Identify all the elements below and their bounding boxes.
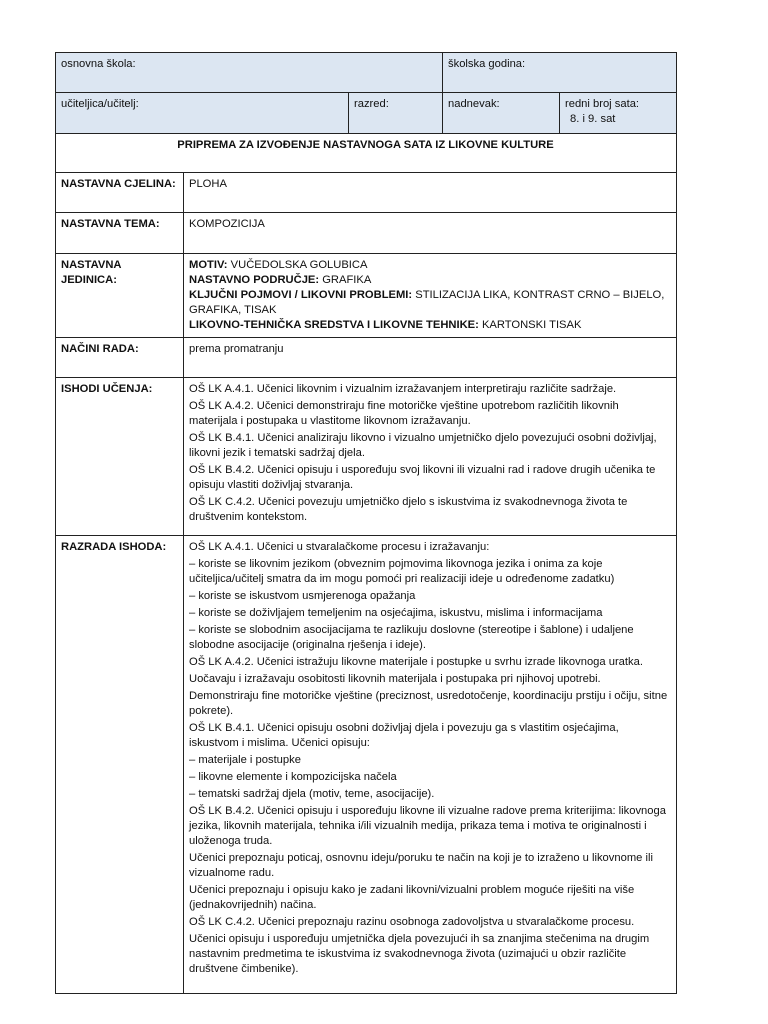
jedinica-value bbox=[184, 254, 677, 338]
ishod-line: OŠ LK B.4.2. Učenici opisuju i uspoređuju svoj likovni ili vizualni rad i radove drugih učenika te opisuju vlastiti doživljaj stvaranja. bbox=[189, 464, 656, 491]
row-cjelina bbox=[56, 173, 677, 213]
lesson-number-label: redni broj sata: bbox=[565, 98, 640, 110]
row-jedinica bbox=[56, 254, 677, 338]
razrada-line: – koriste se likovnim jezikom (obveznim pojmovima likovnoga jezika i onima za koje učiteljica/učitelj smatra da im mogu pomoći pri realizaciji ideje u određenome zadatku) bbox=[189, 558, 615, 585]
razrada-line: OŠ LK B.4.1. Učenici opisuju osobni doživljaj djela i povezuju ga s vlastitim osjećajima, iskustvom i mislima. Učenici opisuju: bbox=[189, 722, 619, 749]
row-ishodi bbox=[56, 378, 677, 536]
razrada-line: OŠ LK B.4.2. Učenici opisuju i uspoređuju likovne ili vizualne radove prema kriterijima: likovnoga jezika, likovnih materijala, tehnika i/ili vizualnih medija, prikaza tema i motiva te originalnosti i uloženoga truda. bbox=[189, 805, 666, 847]
cjelina-value: PLOHA bbox=[184, 173, 677, 213]
lesson-number-value: 8. i 9. sat bbox=[570, 113, 616, 125]
date-field[interactable] bbox=[443, 93, 560, 134]
teacher-field[interactable] bbox=[56, 93, 349, 134]
razrada-line: Demonstriraju fine motoričke vještine (preciznost, usredotočenje, koordinaciju prstiju i očiju, sitne pokrete). bbox=[189, 690, 668, 717]
school-field[interactable] bbox=[56, 53, 443, 93]
razrada-line: – materijale i postupke bbox=[189, 754, 301, 766]
ishodi-label: ISHODI UČENJA: bbox=[56, 378, 184, 536]
tema-value: KOMPOZICIJA bbox=[184, 213, 677, 254]
document-title: PRIPREMA ZA IZVOĐENJE NASTAVNOGA SATA IZ LIKOVNE KULTURE bbox=[56, 134, 677, 173]
pojmovi-value: STILIZACIJA LIKA, KONTRAST CRNO – BIJELO, GRAFIKA, TISAK bbox=[189, 289, 665, 316]
razrada-line: Učenici prepoznaju i opisuju kako je zadani likovni/vizualni problem moguće riješiti na više (jednakovrijednih) načina. bbox=[189, 884, 635, 911]
razrada-line: – koriste se slobodnim asocijacijama te razlikuju doslovne (stereotipe i šablone) i udaljene slobodne asocijacije (originalna rješenja i ideje). bbox=[189, 624, 634, 651]
nacini-value: prema promatranju bbox=[184, 338, 677, 378]
razrada-line: Učenici prepoznaju poticaj, osnovnu ideju/poruku te način na koji je to izraženo u likovnome ili vizualnome radu. bbox=[189, 852, 653, 879]
header-row-1 bbox=[56, 53, 677, 93]
pojmovi-line bbox=[189, 288, 670, 318]
title-row bbox=[56, 134, 677, 173]
razrada-line: – koriste se doživljajem temeljenim na osjećajima, iskustvu, mislima i informacijama bbox=[189, 607, 603, 619]
cjelina-label: NASTAVNA CJELINA: bbox=[56, 173, 184, 213]
razrada-value bbox=[184, 536, 677, 994]
row-nacini bbox=[56, 338, 677, 378]
sredstva-label: LIKOVNO-TEHNIČKA SREDSTVA I LIKOVNE TEHNIKE: bbox=[189, 319, 479, 331]
ishod-line: OŠ LK C.4.2. Učenici povezuju umjetničko djelo s iskustvima iz svakodnevnoga života te društvenim kontekstom. bbox=[189, 496, 628, 523]
razrada-line: OŠ LK A.4.1. Učenici u stvaralačkome procesu i izražavanju: bbox=[189, 541, 490, 553]
sredstva-value: KARTONSKI TISAK bbox=[478, 319, 582, 331]
pojmovi-label: KLJUČNI POJMOVI / LIKOVNI PROBLEMI: bbox=[189, 289, 413, 301]
razrada-line: Uočavaju i izražavaju osobitosti likovnih materijala i postupaka pri njihovoj upotrebi. bbox=[189, 673, 601, 685]
row-tema bbox=[56, 213, 677, 254]
grade-field[interactable] bbox=[349, 93, 443, 134]
header-row-2 bbox=[56, 93, 677, 134]
motiv-label: MOTIV: bbox=[189, 259, 228, 271]
sredstva-line bbox=[189, 318, 670, 333]
lesson-number-field[interactable] bbox=[560, 93, 677, 134]
nacini-label: NAČINI RADA: bbox=[56, 338, 184, 378]
date-label: nadnevak: bbox=[448, 98, 500, 110]
podrucje-value: GRAFIKA bbox=[319, 274, 372, 286]
school-year-label: školska godina: bbox=[448, 58, 526, 70]
razrada-label: RAZRADA ISHODA: bbox=[56, 536, 184, 994]
teacher-label: učiteljica/učitelj: bbox=[61, 98, 139, 110]
grade-label: razred: bbox=[354, 98, 389, 110]
ishodi-value bbox=[184, 378, 677, 536]
razrada-line: Učenici opisuju i uspoređuju umjetnička djela povezujući ih sa znanjima stečenima na drugim nastavnim predmetima te iskustvima iz svakodnevnoga života (uzimajući u obzir različite društvene čimbenike). bbox=[189, 933, 650, 975]
podrucje-label: NASTAVNO PODRUČJE: bbox=[189, 274, 320, 286]
school-label: osnovna škola: bbox=[61, 58, 136, 70]
motiv-value: VUČEDOLSKA GOLUBICA bbox=[227, 259, 368, 271]
school-year-field[interactable] bbox=[443, 53, 677, 93]
ishod-line: OŠ LK B.4.1. Učenici analiziraju likovno i vizualno umjetničko djelo povezujući osobni doživljaj, likovni jezik i tematski sadržaj djela. bbox=[189, 432, 657, 459]
ishod-line: OŠ LK A.4.2. Učenici demonstriraju fine motoričke vještine upotrebom različitih likovnih materijala i postupaka u vlastitome likovnom izražavanju. bbox=[189, 400, 619, 427]
podrucje-line bbox=[189, 273, 670, 288]
tema-label: NASTAVNA TEMA: bbox=[56, 213, 184, 254]
razrada-line: – likovne elemente i kompozicijska načela bbox=[189, 771, 397, 783]
row-razrada bbox=[56, 536, 677, 994]
razrada-line: – koriste se iskustvom usmjerenoga opažanja bbox=[189, 590, 416, 602]
lesson-plan-table bbox=[55, 52, 677, 994]
razrada-line: OŠ LK C.4.2. Učenici prepoznaju razinu osobnoga zadovoljstva u stvaralačkome procesu. bbox=[189, 916, 635, 928]
ishod-line: OŠ LK A.4.1. Učenici likovnim i vizualnim izražavanjem interpretiraju različite sadržaje. bbox=[189, 383, 617, 395]
razrada-line: – tematski sadržaj djela (motiv, teme, asocijacije). bbox=[189, 788, 435, 800]
motiv-line bbox=[189, 258, 670, 273]
jedinica-label: NASTAVNA JEDINICA: bbox=[56, 254, 184, 338]
razrada-line: OŠ LK A.4.2. Učenici istražuju likovne materijale i postupke u svrhu izrade likovnoga uratka. bbox=[189, 656, 643, 668]
